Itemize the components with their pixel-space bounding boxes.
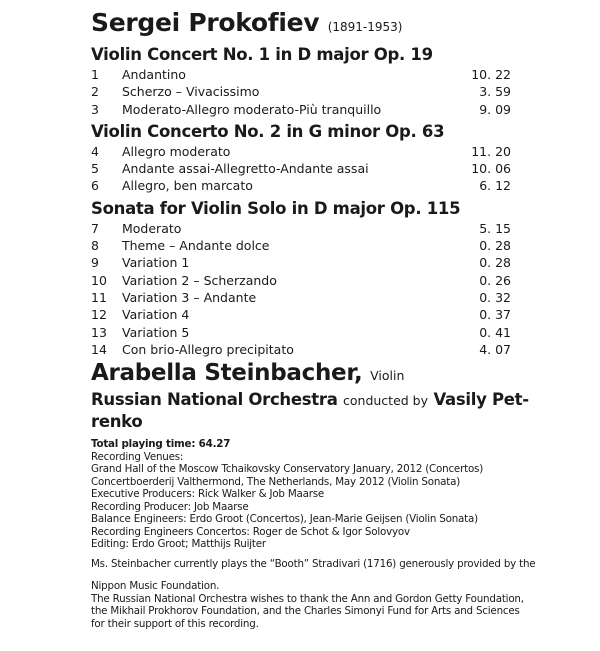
composer-name: Sergei Prokofiev [91, 8, 320, 37]
soloist-name: Arabella Steinbacher, [91, 360, 363, 387]
work-title: Violin Concerto No. 2 in G minor Op. 63 [91, 121, 445, 141]
track-duration: 0. 32 [479, 289, 511, 305]
credit-line: Balance Engineers: Erdo Groot (Concertos), Jean-Marie Geijsen (Violin Sonata) [91, 513, 478, 526]
track-duration: 0. 37 [479, 307, 511, 323]
instrument-note-line1: Ms. Steinbacher currently plays the “Booth” Stradivari (1716) generously provided by the [91, 557, 536, 570]
track-number: 7 [91, 220, 99, 236]
soloist-line [91, 360, 571, 389]
credit-line: Concertboerderij Valthermond, The Netherlands, May 2012 (Violin Sonata) [91, 475, 461, 488]
track-duration: 0. 28 [479, 238, 511, 254]
thanks-line: for their support of this recording. [91, 617, 259, 630]
work-1 [91, 44, 571, 118]
composer-heading [91, 8, 571, 42]
track-duration: 11. 20 [471, 143, 511, 159]
track-number: 14 [91, 341, 107, 357]
track-duration: 10. 06 [471, 161, 511, 177]
instrument-note-line2: Nippon Music Foundation. [91, 580, 220, 593]
track-title: Andante assai-Allegretto-Andante assai [122, 161, 369, 177]
track-row [91, 220, 511, 237]
track-row [91, 143, 511, 160]
track-row [91, 66, 511, 83]
works-list [91, 44, 571, 358]
booklet-page [91, 8, 571, 630]
track-number: 4 [91, 143, 99, 159]
soloist-instrument: Violin [370, 368, 405, 384]
track-title: Con brio-Allegro precipitato [122, 341, 294, 357]
conductor-connector: conducted by [343, 393, 429, 409]
credits [91, 438, 571, 551]
track-duration: 10. 22 [471, 67, 511, 82]
notes [91, 558, 571, 631]
conductor-name-part2: renko [91, 412, 143, 432]
work-title: Violin Concert No. 1 in D major Op. 19 [91, 45, 433, 64]
work-title: Sonata for Violin Solo in D major Op. 115 [91, 198, 461, 218]
track-title: Variation 5 [122, 324, 190, 340]
track-row [91, 289, 511, 306]
track-duration: 6. 12 [479, 178, 511, 194]
track-row [91, 272, 511, 289]
total-playing-time: Total playing time: 64.27 [91, 438, 231, 451]
track-row [91, 160, 511, 177]
credit-line: Recording Venues: [91, 450, 184, 463]
track-row [91, 306, 511, 323]
track-duration: 0. 41 [479, 324, 511, 340]
track-number: 5 [91, 161, 99, 177]
track-title: Allegro moderato [122, 143, 231, 159]
track-number: 8 [91, 238, 99, 254]
thanks-line: the Mikhail Prokhorov Foundation, and the Charles Simonyi Fund for Arts and Sciences [91, 605, 520, 618]
track-duration: 3. 59 [479, 84, 511, 100]
track-title: Variation 4 [122, 307, 190, 323]
conductor-name-part1: Vasily Pet- [433, 390, 529, 410]
track-duration: 9. 09 [479, 101, 511, 117]
track-number: 9 [91, 255, 99, 271]
work-3 [91, 198, 571, 358]
track-number: 10 [91, 272, 107, 288]
track-number: 12 [91, 307, 107, 323]
track-title: Moderato-Allegro moderato-Più tranquillo [122, 101, 382, 117]
track-title: Variation 1 [122, 255, 190, 271]
track-row [91, 83, 511, 100]
track-duration: 0. 26 [479, 272, 511, 288]
credit-line: Recording Producer: Job Maarse [91, 500, 249, 513]
track-number: 3 [91, 101, 99, 117]
track-number: 1 [91, 67, 99, 82]
track-title: Variation 3 – Andante [122, 289, 257, 305]
track-title: Scherzo – Vivacissimo [122, 84, 260, 100]
composer-dates: (1891-1953) [327, 20, 403, 34]
credit-line: Recording Engineers Concertos: Roger de Schot & Igor Solovyov [91, 525, 410, 538]
track-title: Theme – Andante dolce [122, 238, 270, 254]
track-duration: 4. 07 [479, 341, 511, 357]
track-number: 6 [91, 178, 99, 194]
track-number: 13 [91, 324, 107, 340]
orchestra-line [91, 389, 571, 432]
track-title: Variation 2 – Scherzando [122, 272, 277, 288]
track-number: 11 [91, 289, 107, 305]
track-title: Allegro, ben marcato [122, 178, 253, 194]
credit-line: Grand Hall of the Moscow Tchaikovsky Conservatory January, 2012 (Concertos) [91, 463, 484, 476]
track-duration: 0. 28 [479, 255, 511, 271]
track-number: 2 [91, 84, 99, 100]
track-title: Andantino [122, 67, 186, 82]
track-row [91, 177, 511, 194]
credit-line: Editing: Erdo Groot; Matthijs Ruijter [91, 538, 266, 551]
thanks-line: The Russian National Orchestra wishes to thank the Ann and Gordon Getty Foundation, [91, 592, 524, 605]
orchestra-name: Russian National Orchestra [91, 390, 338, 410]
performers [91, 360, 571, 432]
credit-line: Executive Producers: Rick Walker & Job Maarse [91, 488, 325, 501]
track-row [91, 237, 511, 254]
track-row [91, 254, 511, 271]
track-row [91, 341, 511, 358]
track-row [91, 324, 511, 341]
track-title: Moderato [122, 220, 182, 236]
work-2 [91, 121, 571, 195]
track-duration: 5. 15 [479, 220, 511, 236]
track-row [91, 101, 511, 118]
